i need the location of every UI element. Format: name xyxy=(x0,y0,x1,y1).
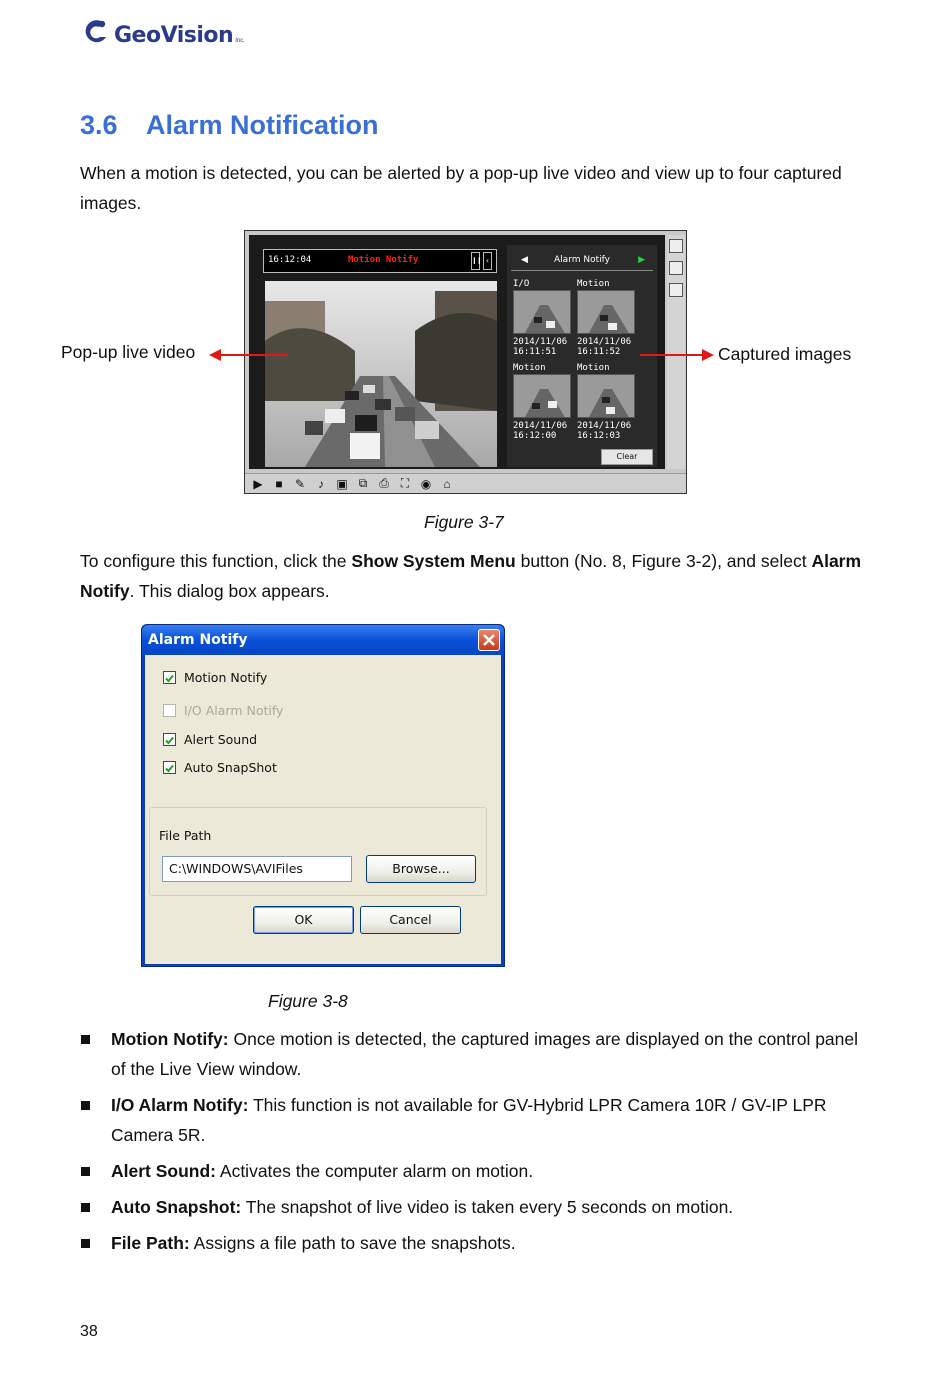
file-path-label: File Path xyxy=(159,828,212,843)
clear-button[interactable]: Clear xyxy=(601,449,653,465)
captured-image-2[interactable] xyxy=(577,290,635,334)
window-icon[interactable] xyxy=(669,283,683,297)
callout-captured-images: Captured images xyxy=(718,344,852,364)
home-icon[interactable]: ⌂ xyxy=(443,476,451,491)
alarm-notify-dialog xyxy=(141,624,505,967)
dialog-title-bar[interactable] xyxy=(142,625,504,655)
logo-tm: Inc. xyxy=(235,38,245,44)
prev-arrow-icon[interactable]: ◀ xyxy=(521,255,528,265)
stop-icon[interactable]: ■ xyxy=(275,476,283,491)
browse-button[interactable]: Browse... xyxy=(366,855,476,883)
bullet-text: Assigns a file path to save the snapshots. xyxy=(189,1233,516,1253)
side-toolbar xyxy=(667,235,685,469)
bullet-square-icon xyxy=(81,1239,90,1248)
bottom-toolbar xyxy=(245,473,686,493)
callout-right-arrowhead-icon xyxy=(700,348,714,362)
bullet-term: I/O Alarm Notify: xyxy=(111,1095,249,1115)
next-arrow-icon[interactable]: ▶ xyxy=(638,255,645,265)
close-icon[interactable] xyxy=(478,629,500,651)
thumb-3-type: Motion xyxy=(513,363,546,373)
bullet-motion-notify xyxy=(111,1024,871,1084)
bullet-auto-snapshot xyxy=(111,1192,871,1222)
bullet-io-alarm-notify xyxy=(111,1090,871,1150)
motion-notify-checkbox[interactable] xyxy=(163,670,267,685)
config-paragraph xyxy=(80,546,880,606)
bullet-square-icon xyxy=(81,1203,90,1212)
callout-left-arrowhead-icon xyxy=(209,348,223,362)
cancel-button[interactable]: Cancel xyxy=(360,906,461,934)
logo-mark-icon xyxy=(82,17,112,47)
config-menu-name: Show System Menu xyxy=(351,551,516,571)
bullet-text: The snapshot of live video is taken every 5 seconds on motion. xyxy=(241,1197,734,1217)
figure-3-7-caption: Figure 3-7 xyxy=(424,512,504,532)
thumb-1-time: 16:11:51 xyxy=(513,347,557,357)
bullet-square-icon xyxy=(81,1035,90,1044)
popup-live-video xyxy=(265,281,497,467)
bullet-text: Once motion is detected, the captured images are displayed on the control panel of the Live View window. xyxy=(111,1029,859,1079)
bullet-alert-sound xyxy=(111,1156,871,1186)
checkbox-checked-icon[interactable] xyxy=(163,761,176,774)
thumb-2-date: 2014/11/06 xyxy=(577,337,632,347)
camera-control-icon[interactable] xyxy=(669,261,683,275)
video-status-bar xyxy=(263,249,497,273)
alarm-panel-title: Alarm Notify xyxy=(554,255,610,265)
bullet-term: Auto Snapshot: xyxy=(111,1197,242,1217)
thumb-1-type: I/O xyxy=(513,279,530,289)
callout-popup-live-video: Pop-up live video xyxy=(61,342,196,362)
thumb-3-date: 2014/11/06 xyxy=(513,421,568,431)
alert-sound-label: Alert Sound xyxy=(184,732,258,747)
auto-snapshot-checkbox[interactable] xyxy=(163,760,277,775)
view-settings-icon[interactable]: ◉ xyxy=(420,476,432,491)
section-title: Alarm Notification xyxy=(146,110,379,140)
bullet-text: Activates the computer alarm on motion. xyxy=(216,1161,534,1181)
checkbox-unchecked-icon xyxy=(163,704,176,717)
thumb-4-time: 16:12:03 xyxy=(577,431,621,441)
speaker-icon[interactable]: ♪ xyxy=(318,476,324,491)
play-icon[interactable]: ▶ xyxy=(253,476,263,491)
figure-3-7-screenshot xyxy=(244,230,687,494)
bullet-square-icon xyxy=(81,1101,90,1110)
motion-notify-label: Motion Notify xyxy=(184,670,268,685)
io-alarm-notify-checkbox xyxy=(163,703,283,718)
callout-right-line xyxy=(640,354,704,356)
thumb-4-date: 2014/11/06 xyxy=(577,421,632,431)
config-text-middle: button (No. 8, Figure 3-2), and select xyxy=(515,551,812,571)
intro-paragraph: When a motion is detected, you can be alerted by a pop-up live video and view up to four captured images. xyxy=(80,163,842,213)
config-text-before: To configure this function, click the xyxy=(80,551,352,571)
video-motion-status: Motion Notify xyxy=(348,255,419,265)
figure-3-8-caption: Figure 3-8 xyxy=(268,991,348,1011)
video-time: 16:12:04 xyxy=(268,255,312,265)
checkbox-checked-icon[interactable] xyxy=(163,671,176,684)
captured-image-3[interactable] xyxy=(513,374,571,418)
snapshot-icon[interactable]: ▣ xyxy=(336,476,348,491)
chevron-left-icon[interactable]: ‹ xyxy=(483,252,492,270)
logo-text: GeoVision xyxy=(114,22,234,48)
captured-image-4[interactable] xyxy=(577,374,635,418)
bullet-file-path xyxy=(111,1228,871,1258)
section-heading xyxy=(80,110,379,141)
checkbox-checked-icon[interactable] xyxy=(163,733,176,746)
config-item-name: Alarm Notify xyxy=(80,551,862,601)
bullet-square-icon xyxy=(81,1167,90,1176)
thumb-2-type: Motion xyxy=(577,279,610,289)
alarm-panel-header xyxy=(511,249,653,271)
bullet-term: Motion Notify: xyxy=(111,1029,229,1049)
config-text-after: . This dialog box appears. xyxy=(129,581,330,601)
alert-sound-checkbox[interactable] xyxy=(163,732,257,747)
thumb-4-type: Motion xyxy=(577,363,610,373)
ok-button[interactable]: OK xyxy=(253,906,354,934)
auto-snapshot-label: Auto SnapShot xyxy=(184,760,277,775)
captured-image-1[interactable] xyxy=(513,290,571,334)
bullet-text: This function is not available for GV-Hybrid LPR Camera 10R / GV-IP LPR Camera 5R. xyxy=(111,1095,827,1145)
thumb-1-date: 2014/11/06 xyxy=(513,337,568,347)
thumb-2-time: 16:11:52 xyxy=(577,347,621,357)
fullscreen-icon[interactable]: ⛶ xyxy=(400,476,410,490)
file-path-input[interactable]: C:\WINDOWS\AVIFiles xyxy=(162,856,352,882)
live-view-panel xyxy=(249,235,665,469)
dialog-title: Alarm Notify xyxy=(148,632,248,648)
print-icon[interactable]: ⎙ xyxy=(379,476,389,490)
bullet-term: Alert Sound: xyxy=(111,1161,216,1181)
dialog-body xyxy=(145,655,501,964)
pause-icon[interactable]: ❙❙ xyxy=(471,252,480,270)
callout-left-line xyxy=(216,354,288,356)
section-number: 3.6 xyxy=(80,110,118,140)
page-number: 38 xyxy=(80,1323,98,1340)
split-view-icon[interactable]: ⧉ xyxy=(358,476,368,490)
microphone-icon[interactable]: ✎ xyxy=(294,476,306,491)
geovision-logo xyxy=(82,14,245,50)
list-icon[interactable] xyxy=(669,239,683,253)
thumb-3-time: 16:12:00 xyxy=(513,431,557,441)
alarm-notify-panel xyxy=(507,245,657,467)
bullet-term: File Path: xyxy=(111,1233,190,1253)
io-alarm-notify-label: I/O Alarm Notify xyxy=(184,703,284,718)
